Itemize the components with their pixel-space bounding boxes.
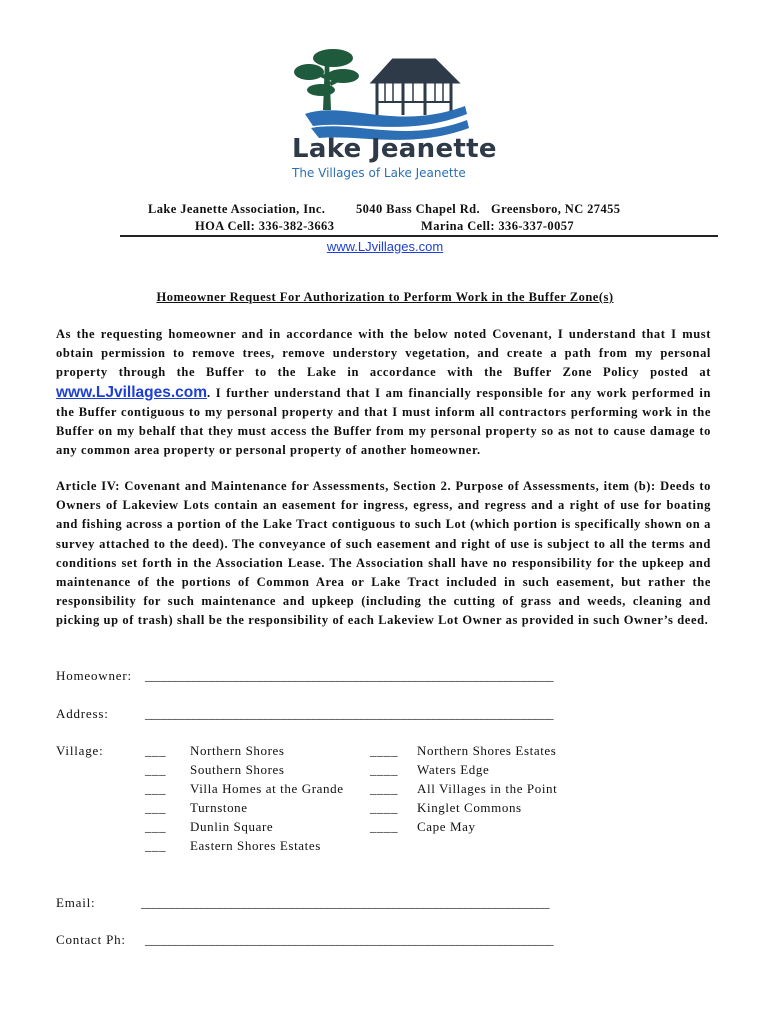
village-option-southern-shores: Southern Shores bbox=[190, 762, 285, 777]
article-paragraph bbox=[56, 477, 711, 631]
contact-phone-field[interactable]: ____________________________________________________________________ bbox=[145, 932, 553, 947]
village-checkbox-northern-shores-estates[interactable]: ____ bbox=[370, 743, 398, 758]
article-text: Article IV: Covenant and Maintenance for Assessments, Section 2. Purpose of Assessments, item (b): Deeds to Owners of Lakeview Lots contain an easement for ingress, egress, and regress and a right of use for boating and fishing across a portion of the Lake Tract contiguous to such Lot (which portion is specifically shown on a survey attached to the deed). The conveyance of such easement and right of use is subject to all the terms and conditions set forth in the Association Lease. The Association shall have no responsibility for the upkeep and maintenance of the portions of Common Area or Lake Tract included in such easement, but rather the responsibility for such maintenance and upkeep (including the cutting of grass and weeds, cleaning and picking up of trash) shall be the responsibility of each Lakeview Lot Owner as provided in such Owner’s deed. bbox=[56, 479, 711, 628]
village-option-eastern-shores-estates: Eastern Shores Estates bbox=[190, 838, 321, 853]
contact-phone-label: Contact Ph: bbox=[56, 932, 126, 947]
village-checkbox-northern-shores[interactable]: ___ bbox=[145, 743, 166, 758]
website-link[interactable]: www.LJvillages.com bbox=[326, 239, 444, 254]
village-checkbox-dunlin-square[interactable]: ___ bbox=[145, 819, 166, 834]
header-divider bbox=[120, 235, 718, 237]
village-checkbox-all-villages-point[interactable]: ____ bbox=[370, 781, 398, 796]
village-option-northern-shores: Northern Shores bbox=[190, 743, 285, 758]
village-checkbox-waters-edge[interactable]: ____ bbox=[370, 762, 398, 777]
intro-paragraph bbox=[56, 325, 711, 460]
address-label: Address: bbox=[56, 706, 109, 721]
email-label: Email: bbox=[56, 895, 96, 910]
city-address: Greensboro, NC 27455 bbox=[491, 202, 621, 216]
street-address: 5040 Bass Chapel Rd. bbox=[356, 202, 480, 216]
brand-title: Lake Jeanette bbox=[292, 134, 497, 164]
hoa-cell: HOA Cell: 336-382-3663 bbox=[195, 219, 335, 233]
email-field[interactable]: ____________________________________________________________________ bbox=[141, 895, 549, 910]
village-option-all-villages-point: All Villages in the Point bbox=[417, 781, 558, 796]
village-option-kinglet-commons: Kinglet Commons bbox=[417, 800, 522, 815]
marina-cell: Marina Cell: 336-337-0057 bbox=[421, 219, 575, 233]
village-option-turnstone: Turnstone bbox=[190, 800, 248, 815]
association-name: Lake Jeanette Association, Inc. bbox=[148, 202, 326, 216]
village-checkbox-cape-may[interactable]: ____ bbox=[370, 819, 398, 834]
village-label: Village: bbox=[56, 743, 104, 758]
village-checkbox-kinglet-commons[interactable]: ____ bbox=[370, 800, 398, 815]
homeowner-field[interactable]: ____________________________________________________________________ bbox=[145, 668, 553, 683]
brand-subtitle: The Villages of Lake Jeanette bbox=[292, 166, 466, 180]
intro-text-2: . I further understand that I am financially responsible for any work performed in the Buffer contiguous to my personal property and that I must inform all contractors performing work in the Buffer on my behalf that they must access the Buffer from my personal property so as not to cause damage to any common area property or personal property of another homeowner. bbox=[56, 385, 711, 458]
intro-website-link[interactable]: www.LJvillages.com bbox=[56, 383, 208, 401]
village-option-cape-may: Cape May bbox=[417, 819, 476, 834]
village-checkbox-eastern-shores-estates[interactable]: ___ bbox=[145, 838, 166, 853]
village-checkbox-turnstone[interactable]: ___ bbox=[145, 800, 166, 815]
village-option-villa-homes: Villa Homes at the Grande bbox=[190, 781, 344, 796]
form-title: Homeowner Request For Authorization to Perform Work in the Buffer Zone(s) bbox=[156, 290, 614, 304]
village-checkbox-villa-homes[interactable]: ___ bbox=[145, 781, 166, 796]
intro-text-1: As the requesting homeowner and in accordance with the below noted Covenant, I understand that I must obtain permission to remove trees, remove understory vegetation, and create a path from my personal property through the Buffer to the Lake in accordance with the Buffer Zone Policy posted at bbox=[56, 327, 711, 380]
village-option-northern-shores-estates: Northern Shores Estates bbox=[417, 743, 557, 758]
tree-icon bbox=[294, 49, 359, 110]
village-option-dunlin-square: Dunlin Square bbox=[190, 819, 274, 834]
homeowner-label: Homeowner: bbox=[56, 668, 132, 683]
village-option-waters-edge: Waters Edge bbox=[417, 762, 490, 777]
address-field[interactable]: ____________________________________________________________________ bbox=[145, 706, 553, 721]
gazebo-icon bbox=[373, 60, 457, 115]
village-checkbox-southern-shores[interactable]: ___ bbox=[145, 762, 166, 777]
